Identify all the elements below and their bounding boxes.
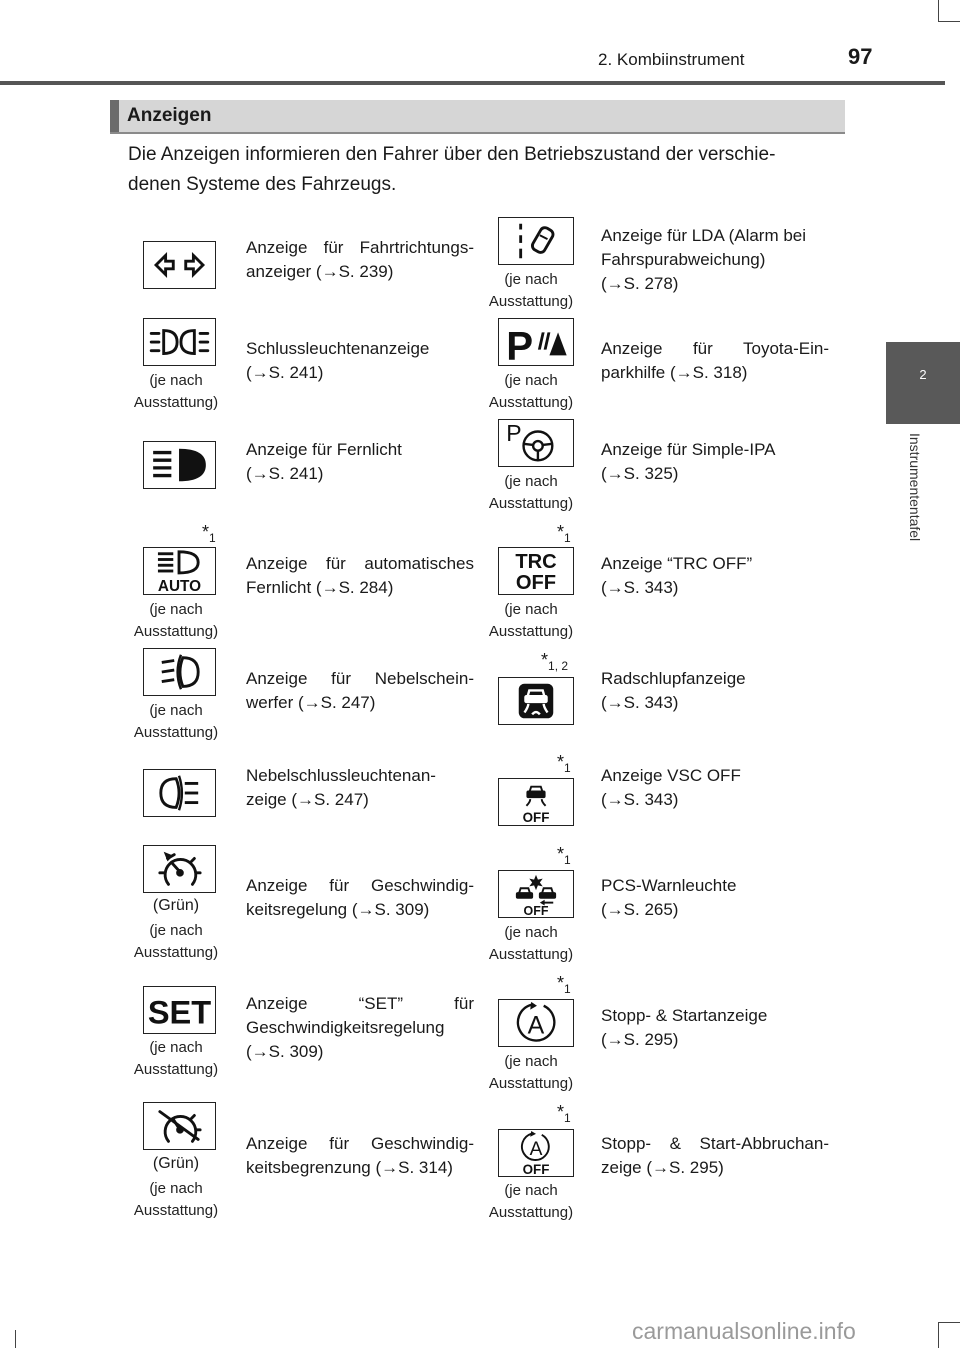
availability-note: (je nach Ausstattung) [488, 372, 574, 411]
availability-note: (je nach Ausstattung) [133, 1039, 219, 1078]
front-fog-light-description: Anzeige für Nebelschein- werfer (→S. 247) [246, 669, 474, 712]
footnote-marker: $*_1$ [557, 844, 571, 867]
availability-note: (je nach Ausstattung) [488, 1182, 574, 1221]
svg-text:P: P [506, 420, 522, 447]
section-heading-bar [110, 100, 845, 134]
footnote-marker: $*_1$ [557, 522, 571, 545]
simple-ipa-icon [498, 419, 574, 467]
footnote-marker: $*_1$ [202, 522, 216, 545]
intro-paragraph [128, 140, 848, 200]
green-label: (Grün) [152, 1155, 200, 1172]
lda-icon [498, 217, 574, 265]
footnote-marker: $*_1$ [557, 1102, 571, 1125]
availability-note: (je nach Ausstattung) [488, 271, 574, 310]
pcs-warning-description: PCS-Warnleuchte (→S. 265) [601, 876, 737, 919]
availability-note: (je nach Ausstattung) [133, 372, 219, 411]
watermark: carmanualsonline.info [632, 1318, 856, 1344]
crop-mark [938, 1322, 939, 1348]
availability-note: (je nach Ausstattung) [488, 473, 574, 512]
simple-ipa-description: Anzeige für Simple-IPA (→S. 325) [601, 440, 776, 483]
svg-text:A: A [527, 1011, 545, 1040]
footnote-marker: $*_1$ [557, 752, 571, 775]
stop-start-cancel-icon [498, 1129, 574, 1177]
green-label: (Grün) [152, 897, 200, 914]
parking-assist-description: Anzeige für Toyota-Ein- parkhilfe (→S. 318) [601, 339, 829, 382]
intro-line: Die Anzeigen informieren den Fahrer über den Betriebszustand der verschie- [128, 144, 776, 165]
crop-mark [938, 0, 939, 22]
footnote-marker: $*_{1, 2}$ [541, 650, 569, 673]
intro-line: denen Systeme des Fahrzeugs. [128, 174, 397, 195]
svg-text:SET: SET [147, 994, 212, 1031]
availability-note: (je nach Ausstattung) [133, 601, 219, 640]
svg-text:P: P [506, 323, 534, 365]
svg-text:TRC: TRC [515, 551, 557, 574]
set-icon [143, 986, 216, 1034]
tail-light-description: Schlussleuchtenanzeige (→S. 241) [246, 339, 430, 382]
header-rule [0, 81, 945, 85]
svg-text:OFF: OFF [523, 904, 549, 917]
speed-limiter-description: Anzeige für Geschwindig- keitsbegrenzung (→S. 314) [246, 1134, 474, 1177]
set-description: Anzeige “SET” für Geschwindigkeitsregelung (→S. 309) [246, 994, 474, 1061]
crop-mark [938, 21, 960, 22]
availability-note: (je nach Ausstattung) [488, 1053, 574, 1092]
availability-note: (je nach Ausstattung) [488, 924, 574, 963]
high-beam-description: Anzeige für Fernlicht (→S. 241) [246, 440, 402, 483]
chapter-tab[interactable]: 2 [886, 342, 960, 424]
front-fog-light-icon [143, 648, 216, 696]
crop-mark [15, 1330, 16, 1348]
footnote-marker: $*_1$ [557, 973, 571, 996]
slip-indicator-icon [498, 677, 574, 725]
availability-note: (je nach Ausstattung) [133, 922, 219, 961]
stop-start-icon [498, 999, 574, 1047]
chapter-title: 2. Kombiinstrument [598, 50, 745, 69]
slip-indicator-description: Radschlupfanzeige (→S. 343) [601, 669, 746, 712]
svg-text:OFF: OFF [522, 810, 550, 825]
speed-limiter-icon [143, 1102, 216, 1150]
svg-text:AUTO: AUTO [157, 578, 202, 594]
pcs-warning-icon [498, 870, 574, 918]
svg-text:OFF: OFF [522, 1162, 550, 1176]
turn-signal-icon [143, 241, 216, 289]
cruise-control-description: Anzeige für Geschwindig- keitsregelung (→S. 309) [246, 876, 474, 919]
crop-mark [938, 1322, 960, 1323]
availability-note: (je nach Ausstattung) [133, 1180, 219, 1219]
auto-high-beam-description: Anzeige für automatisches Fernlicht (→S. 284) [246, 554, 474, 597]
parking-assist-icon [498, 318, 574, 366]
high-beam-icon [143, 441, 216, 489]
lda-description: Anzeige für LDA (Alarm bei Fahrspurabweichung) (→S. 278) [601, 226, 807, 293]
section-accent [110, 100, 119, 132]
vsc-off-icon [498, 778, 574, 826]
stop-start-cancel-description: Stopp- & Start-Abbruchan- zeige (→S. 295) [601, 1134, 829, 1177]
availability-note: (je nach Ausstattung) [488, 601, 574, 640]
trc-off-description: Anzeige “TRC OFF” (→S. 343) [601, 554, 753, 597]
turn-signal-description: Anzeige für Fahrtrichtungs- anzeiger (→S. 239) [246, 238, 474, 281]
section-title: Anzeigen [127, 105, 212, 126]
availability-note: (je nach Ausstattung) [133, 702, 219, 741]
vsc-off-description: Anzeige VSC OFF (→S. 343) [601, 766, 741, 809]
rear-fog-light-description: Nebelschlussleuchtenan- zeige (→S. 247) [246, 766, 436, 809]
svg-text:A: A [529, 1138, 543, 1160]
auto-high-beam-icon [143, 547, 216, 595]
stop-start-description: Stopp- & Startanzeige (→S. 295) [601, 1006, 768, 1049]
chapter-tab-label: Instrumententafel [907, 433, 923, 542]
rear-fog-light-icon [143, 769, 216, 817]
cruise-control-icon [143, 845, 216, 893]
page-number: 97 [848, 44, 873, 69]
trc-off-icon [498, 547, 574, 595]
svg-text:OFF: OFF [515, 572, 557, 594]
tail-light-icon [143, 318, 216, 366]
